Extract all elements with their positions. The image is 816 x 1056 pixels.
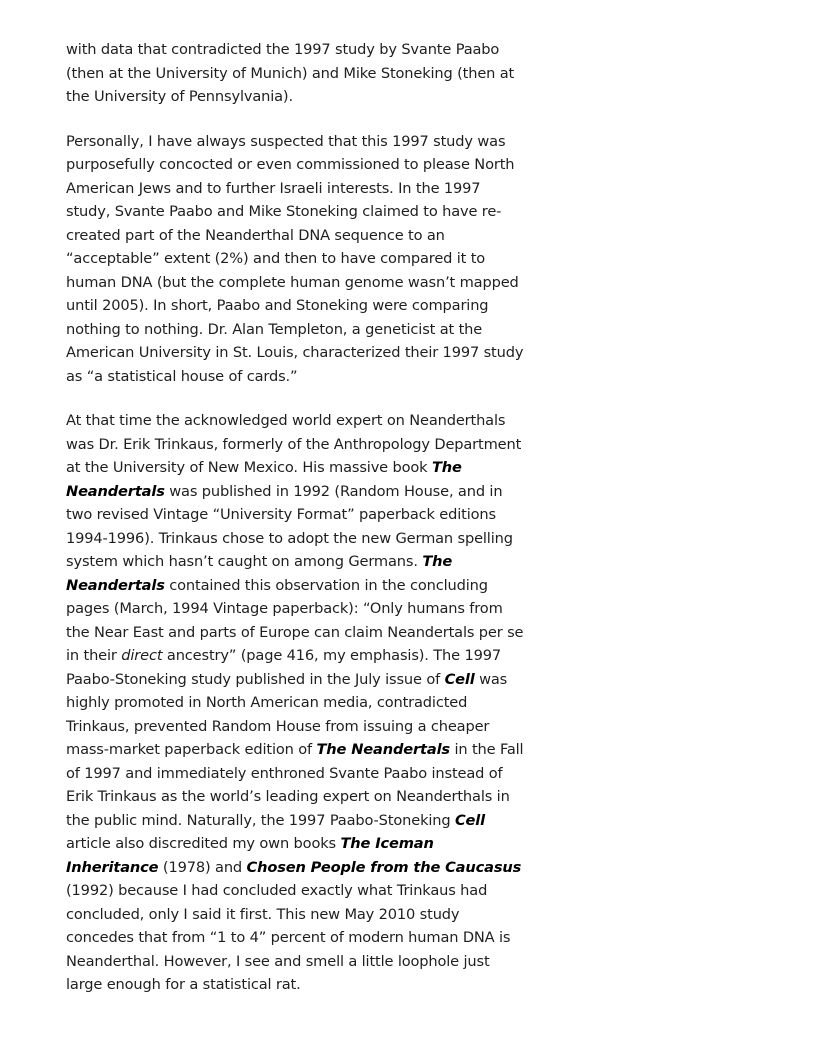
paragraph-1-text: with data that contradicted the 1997 study by Svante Paabo (then at the University of Munich) and Mike Stoneking (then at the University of Pennsylvania). — [66, 41, 515, 105]
paragraph-2 — [66, 130, 524, 389]
paragraph-3-text: (1992) because I had concluded exactly what Trinkaus had concluded, only I said it first. This new May 2010 study concedes that from “1 to 4” percent of modern human DNA is Neanderthal. However, I see and smell a little loophole just large enough for a statistical rat. — [66, 882, 511, 993]
paragraph-3 — [66, 409, 524, 997]
book-title-iceman-inheritance: The Iceman Inheritance — [66, 835, 434, 876]
journal-title-cell: Cell — [444, 670, 475, 688]
paragraph-3-text: contained this observation in the concluding pages (March, 1994 Vintage paperback): “Only humans from the Near East and parts of Europe can claim Neandertals per se in their — [66, 576, 524, 664]
paragraph-3-text: article also discredited my own books — [66, 835, 341, 852]
paragraph-2-text: Personally, I have always suspected that this 1997 study was purposefully concocted or even commissioned to please North American Jews and to further Israeli interests. In the 1997 study, Svante Paabo and Mike Stoneking claimed to have re-created part of the Neanderthal DNA sequence to an “acceptable” extent (2%) and then to have compared it to human DNA (but the complete human genome wasn’t mapped until 2005). In short, Paabo and Stoneking were comparing nothing to nothing. Dr. Alan Templeton, a geneticist at the American University in St. Louis, characterized their 1997 study as “a statistical house of cards.” — [66, 132, 524, 385]
book-title-the-neandertals: The Neandertals — [66, 553, 453, 594]
paragraph-3-text: (1978) and — [158, 858, 247, 876]
paragraph-3-text: was published in 1992 (Random House, and in two revised Vintage “University Format” paperback editions 1994-1996). Trinkaus chose to adopt the new German spelling system which hasn’t caught on among Germans. — [66, 482, 513, 570]
book-title-the-neandertals: The Neandertals — [316, 741, 450, 758]
paragraph-3-text: was highly promoted in North American media, contradicted Trinkaus, prevented Random House from issuing a cheaper mass-market paperback edition of — [66, 670, 508, 758]
paragraph-3-text: At that time the acknowledged world expert on Neanderthals was Dr. Erik Trinkaus, formerly of the Anthropology Department at the University of New Mexico. His massive book — [66, 412, 522, 476]
document-page — [66, 38, 524, 1018]
book-title-the-neandertals: The Neandertals — [66, 459, 462, 500]
book-title-chosen-people: Chosen People from the Caucasus — [246, 858, 522, 876]
journal-title-cell: Cell — [454, 811, 485, 829]
paragraph-3-text: ancestry” (page 416, my emphasis). The 1997 Paabo-Stoneking study published in the July issue of — [66, 647, 502, 688]
emphasis-direct: direct — [121, 647, 163, 664]
paragraph-3-text: in the Fall of 1997 and immediately enthroned Svante Paabo instead of Erik Trinkaus as the world’s leading expert on Neanderthals in the public mind. Naturally, the 1997 Paabo-Stoneking — [66, 741, 524, 829]
paragraph-1 — [66, 38, 524, 109]
